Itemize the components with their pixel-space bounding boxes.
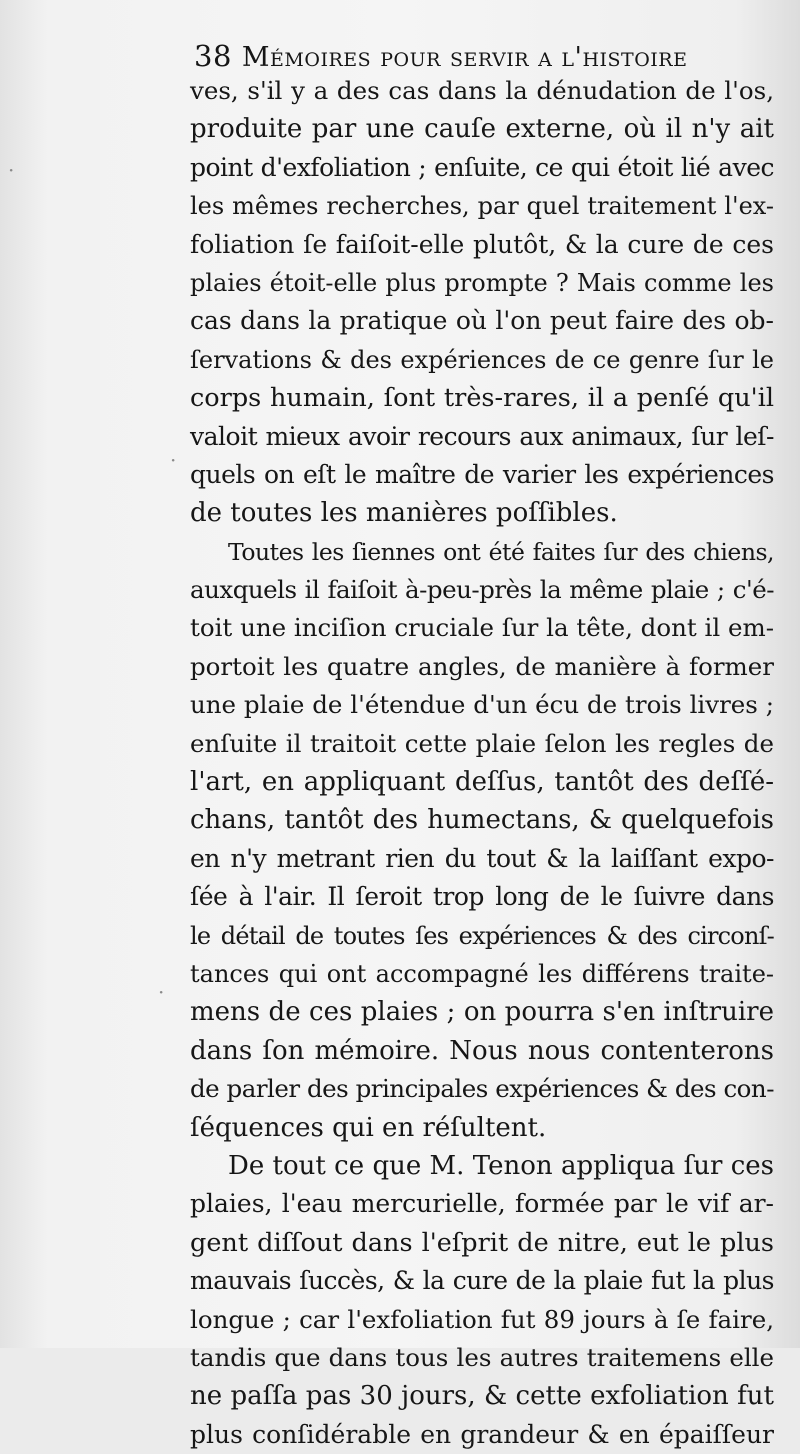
page-number: 38	[194, 39, 232, 73]
paragraph-3	[190, 1147, 774, 1454]
text-line: foliation ſe faiſoit-elle plutôt, & la cure de ces	[190, 229, 774, 259]
running-title: Mémoires pour servir a l'histoire	[241, 42, 688, 73]
text-line: le détail de toutes ſes expériences & des circonſ-	[190, 921, 774, 950]
text-line: longue ; car l'exfoliation fut 89 jours à ſe faire,	[190, 1304, 774, 1334]
paragraph-1	[190, 72, 774, 533]
margin-speck: ·	[170, 448, 177, 472]
text-line: mens de ces plaies ; on pourra s'en inſtruire	[190, 997, 774, 1028]
text-line: ſée à l'air. Il ſeroit trop long de le ſuivre dans	[190, 882, 774, 912]
text-line: de toutes les manières poſſibles.	[190, 498, 618, 529]
text-line: point d'exfoliation ; enſuite, ce qui étoit lié avec	[190, 152, 774, 182]
text-line: ne paſſa pas 30 jours, & cette exfoliation fut	[190, 1381, 774, 1412]
text-line: tances qui ont accompagné les différens traite-	[190, 959, 774, 988]
text-line: De tout ce que M. Tenon appliqua ſur ces	[228, 1150, 774, 1181]
text-line: gent diſſout dans l'eſprit de nitre, eut le plus	[190, 1227, 774, 1258]
text-line: tandis que dans tous les autres traitemens elle	[190, 1342, 774, 1372]
text-line: ſervations & des expériences de ce genre ſur le	[190, 345, 774, 374]
text-line: les mêmes recherches, par quel traitement l'ex-	[190, 192, 774, 221]
text-line: ves, s'il y a des cas dans la dénudation de l'os,	[190, 76, 774, 105]
text-line: plaies étoit-elle plus prompte ? Mais comme les	[190, 268, 774, 297]
text-line: corps humain, ſont très-rares, il a penſé qu'il	[190, 383, 774, 414]
text-line: cas dans la pratique où l'on peut faire des ob-	[190, 306, 774, 336]
text-line: une plaie de l'étendue d'un écu de trois livres ;	[190, 690, 774, 720]
text-line: toit une inciſion cruciale ſur la tête, dont il em-	[190, 613, 774, 643]
text-line: valoit mieux avoir recours aux animaux, ſur leſ-	[190, 421, 774, 451]
text-line: dans ſon mémoire. Nous nous contenterons	[190, 1035, 774, 1066]
paragraph-2	[190, 533, 774, 1147]
text-line: chans, tantôt des humectans, & quelquefois	[190, 805, 774, 836]
text-line: quels on eſt le maître de varier les expériences	[190, 459, 774, 489]
text-line: ſéquences qui en réſultent.	[190, 1112, 547, 1143]
text-line: enſuite il traitoit cette plaie ſelon les regles de	[190, 728, 774, 758]
text-line: en n'y metrant rien du tout & la laiſſant expo-	[190, 843, 774, 873]
margin-speck: ·	[8, 158, 15, 182]
text-line: plaies, l'eau mercurielle, formée par le vif ar-	[190, 1189, 774, 1219]
text-line: produite par une cauſe externe, où il n'y ait	[190, 114, 774, 145]
running-head	[194, 36, 774, 76]
text-line: portoit les quatre angles, de manière à former	[190, 651, 774, 681]
text-line: l'art, en appliquant deſſus, tantôt des deſſé-	[190, 767, 774, 798]
text-line: mauvais ſuccès, & la cure de la plaie fut la plus	[190, 1266, 774, 1296]
text-line: plus conſidérable en grandeur & en épaiſſeur	[190, 1419, 774, 1449]
margin-speck: ·	[158, 980, 165, 1004]
text-line: Toutes les ſiennes ont été faites ſur des chiens,	[228, 537, 774, 566]
text-line: auxquels il faiſoit à-peu-près la même plaie ; c'é-	[190, 575, 774, 605]
text-line: de parler des principales expériences & des con-	[190, 1074, 774, 1104]
body-text	[190, 72, 774, 1454]
